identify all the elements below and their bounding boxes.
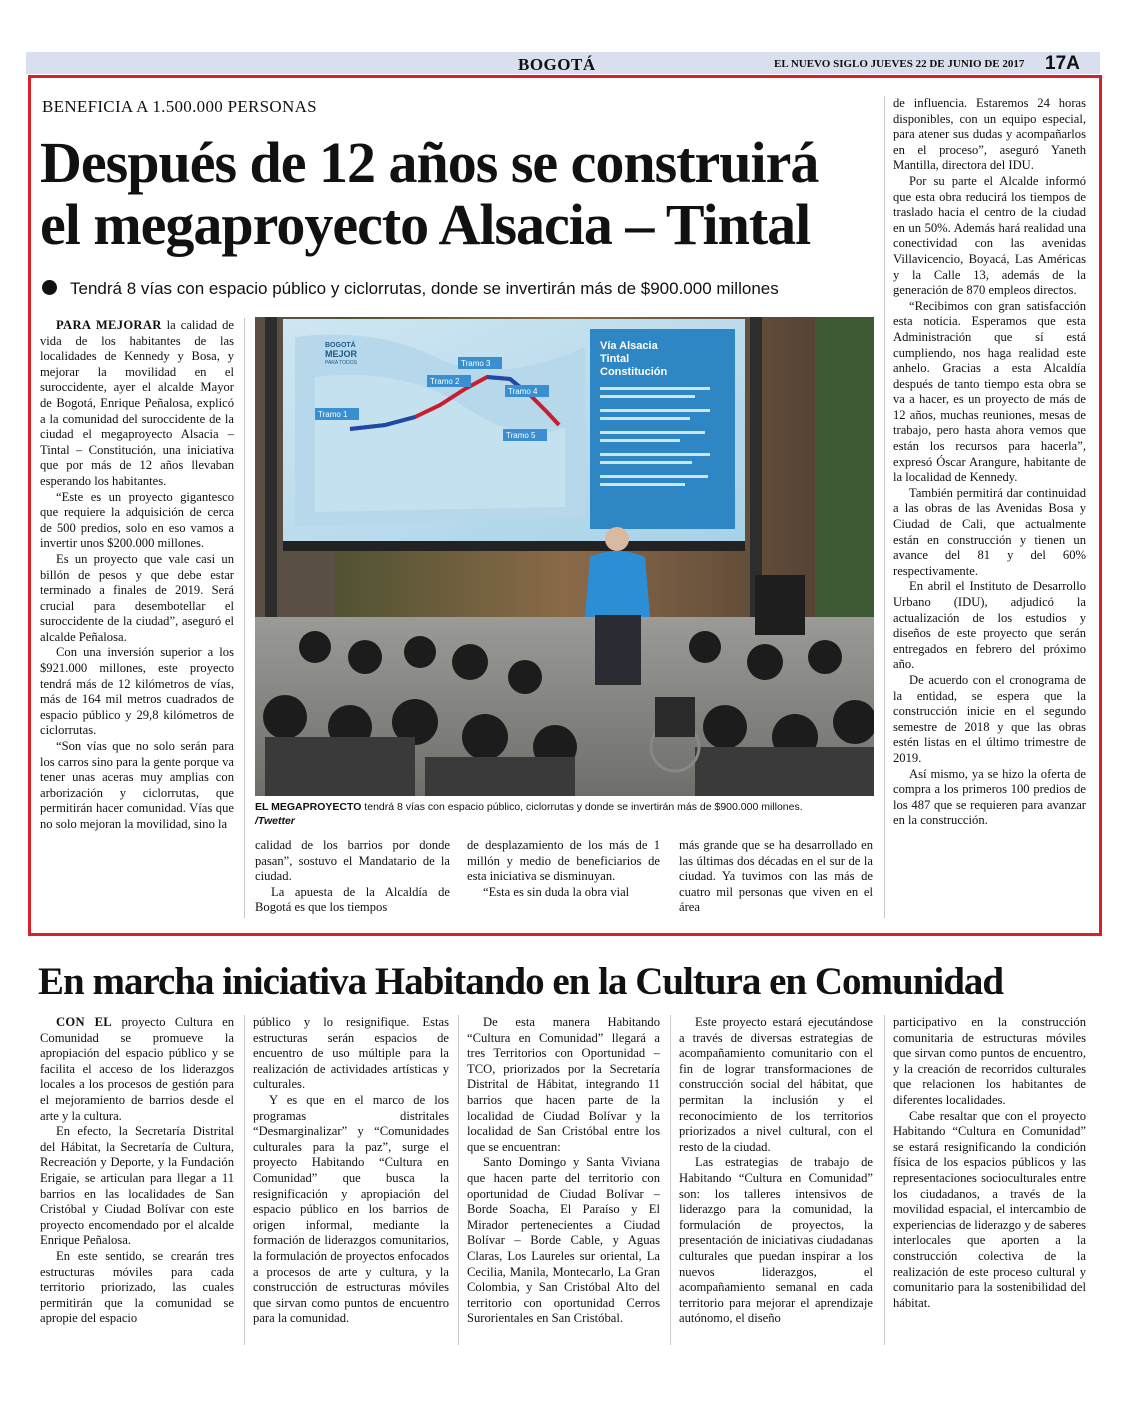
paragraph: público y lo resignifique. Estas estructuras serán espacios de encuentro de uso múltiple para la realización de actividades artísticas y culturales. — [253, 1015, 449, 1092]
paragraph: más grande que se ha desarrollado en las últimas dos décadas en el sur de la ciudad. Ya tuvimos con las más de cuatro mil personas que viven en el área — [679, 838, 873, 915]
article-kicker: BENEFICIA A 1.500.000 PERSONAS — [42, 97, 317, 116]
paragraph: La apuesta de la Alcaldía de Bogotá es que los tiempos — [255, 884, 450, 915]
page-number: 17A — [1045, 53, 1080, 74]
paragraph: Así mismo, ya se hizo la oferta de compra a los primeros 100 predios de los 487 que se requieren para avanzar en la construcción. — [893, 766, 1086, 828]
paragraph: De esta manera Habitando “Cultura en Comunidad” llegará a tres Territorios con Oportunidad – TCO, priorizados por la Secretaría Distrital de Hábitat, integrando 11 barrios que hacen parte de la localidad de Ciudad Bolívar y la localidad de San Cristóbal entre los que se encuentran: — [467, 1015, 660, 1154]
paragraph: Las estrategias de trabajo de Habitando “Cultura en Comunidad” son: los talleres intensivos de liderazgo para la comunidad, la formulación de proyectos, la presentación de iniciativas ciudadanas culturales que puedan inspirar a los nuevos liderazgos, el acompañamiento semanal en cada territorio para mejorar el aprendizaje autónomo, el diseño — [679, 1155, 873, 1326]
article-column-4 — [679, 838, 873, 916]
paragraph: También permitirá dar continuidad a las obras de las Avenidas Bosa y Ciudad de Cali, que actualmente están en construcción y tienen un avance del 81 y del 60% respectivamente. — [893, 485, 1086, 578]
paragraph: Por su parte el Alcalde informó que esta obra reducirá los tiempos de traslado hacia el centro de la ciudad en un 50%. Además hará realidad una conectividad con las avenidas Villavicencio, Boyacá, Las Américas y la Calle 13, además de la generación de 870 empleos directos. — [893, 173, 1086, 298]
paragraph: “Este es un proyecto gigantesco que requiere la adquisición de cerca de 500 predios, solo en eso vamos a invertir unos $200.000 millones. — [40, 489, 234, 551]
section-name: BOGOTÁ — [518, 55, 596, 74]
paragraph: De acuerdo con el cronograma de la entidad, se espera que la construcción inicie en el segundo semestre de 2018 y que las obras estén listas en el último trimestre de 2019. — [893, 672, 1086, 765]
tramo-4-label: Tramo 4 — [508, 387, 538, 396]
screen-title-line-2: Tintal — [600, 353, 630, 365]
screen-logo-line-1: BOGOTÁ — [325, 342, 356, 349]
tramo-5-label: Tramo 5 — [506, 431, 536, 440]
paragraph: “Esta es sin duda la obra vial — [483, 884, 630, 899]
headline-line-2: el megaproyecto Alsacia – Tintal — [40, 192, 811, 257]
paragraph: Santo Domingo y Santa Viviana que hacen parte del territorio con oportunidad de Ciudad Bolívar – Borde Soacha, El Paraíso y El Mirador pertenecientes a Ciudad Bolívar – Borde Cable, y Aguas Claras, Los Laureles sur oriental, La Cecilia, Manila, Montecarlo, La Gran Colombia, y San Cristóbal Alto del territorio con oportunidad Cerros Surorientales en San Cristóbal. — [467, 1155, 660, 1326]
column-divider — [458, 1015, 459, 1345]
article-subhead — [42, 279, 882, 299]
paragraph: “Recibimos con gran satisfacción esta noticia. Esperamos que esta Administración que sí está cumpliendo, nos haga realidad este anhelo. Gracias a esta Alcaldía después de tanto tiempo esta obra se va a hacer, es un proyecto de más de 12 años, muchas reuniones, mesas de trabajo, pero hasta ahora vemos que están los recursos para hacerla”, expresó Óscar Arangure, habitante de la localidad de Kennedy. — [893, 298, 1086, 485]
article-2-column-1 — [40, 1015, 234, 1327]
paragraph: En efecto, la Secretaría Distrital del Hábitat, la Secretaría de Cultura, Recreación y Deporte, y la Fundación Erigaie, se articulan para llegar a 11 barrios en las localidades de San Cristóbal y Ciudad Bolívar con este proyecto encomendado por el alcalde Enrique Peñalosa. — [40, 1124, 234, 1248]
paragraph: de desplazamiento de los más de 1 millón y medio de beneficiarios de esta iniciativa se disminuyan. — [467, 838, 660, 884]
article-2-column-2 — [253, 1015, 449, 1327]
article-2-column-5 — [893, 1015, 1086, 1311]
paragraph: participativo en la construcción comunitaria de estructuras móviles que sirvan como puntos de encuentro, y la creación de recorridos culturales que relacionen los habitantes de diferentes localidades. — [893, 1015, 1086, 1107]
screen-logo-line-2: MEJOR — [325, 349, 358, 359]
paragraph: la calidad de vida de los habitantes de las localidades de Kennedy y Bosa, y mejorar la movilidad en el suroccidente, ayer el alcalde Mayor de Bogotá, Enrique Peñalosa, explicó a la comunidad del suroccidente de la ciudad el megaproyecto Alsacia – Tintal – Constitución, una iniciativa que por más de 12 años llevaban esperando los habitantes. — [40, 318, 234, 488]
column-divider — [884, 96, 885, 918]
screen-title-line-3: Constitución — [600, 366, 668, 378]
photo-caption — [255, 800, 874, 828]
paragraph: “Son vías que no solo serán para los carros sino para la gente porque va tener unas aceras muy amplias con arborización y ciclorrutas, que permitirán hacer comunidad. Vías que no solo mejoran la movilidad, sino la — [40, 739, 234, 831]
lead-in: CON EL — [56, 1015, 113, 1029]
caption-credit: /Twetter — [255, 815, 295, 827]
paragraph: Es un proyecto que vale casi un billón de pesos y que debe estar terminado a finales de 2019. Será crucial para desembotellar el suroccidente de la ciudad”, aseguró el alcalde Peñalosa. — [40, 551, 234, 644]
article-column-1 — [40, 318, 234, 833]
paragraph: proyecto Cultura en Comunidad se promueve la apropiación del espacio público y se facilita el acceso de los liderazgos locales a los procesos de gestión para el mejoramiento de barrios desde el arte y la cultura. — [40, 1015, 235, 1123]
paragraph: de influencia. Estaremos 24 horas disponibles, con un equipo especial, para atener sus dudas y acompañarlos en el proceso”, aseguró Yaneth Mantilla, directora del IDU. — [893, 96, 1086, 173]
subhead-text: Tendrá 8 vías con espacio público y ciclorrutas, donde se invertirán más de $900.000 millones — [70, 279, 779, 298]
caption-text: tendrá 8 vías con espacio público, ciclorrutas y donde se invertirán más de $900.000 millones. — [361, 801, 803, 813]
article-column-2 — [255, 838, 450, 916]
paragraph: Con una inversión superior a los $921.000 millones, este proyecto tendrá más de 12 kilómetros de vías, más de 164 mil metros cuadrados de espacio público y 29,8 kilómetros de ciclorrutas. — [40, 645, 234, 738]
column-divider — [244, 318, 245, 918]
bullet-icon — [42, 280, 57, 295]
article-column-3 — [467, 838, 660, 900]
paragraph: Cabe resaltar que con el proyecto Habitando “Cultura en Comunidad” se estará resignificando la condición física de los espacios públicos y las representaciones socioculturales entre los ciudadanos, a través de la movilidad espacial, el intercambio de experiencias de liderazgo y de saberes interlocales que aporten a la construcción colectiva de la realización de este proceso cultural y comunitario para la sostenibilidad del hábitat. — [893, 1108, 1086, 1310]
event-photo-illustration — [255, 317, 874, 796]
article-2-column-3 — [467, 1015, 660, 1327]
article-column-5 — [893, 96, 1086, 829]
article-headline — [40, 132, 890, 256]
tramo-1-label: Tramo 1 — [318, 410, 348, 419]
screen-title-line-1: Vía Alsacia — [600, 340, 658, 352]
tramo-2-label: Tramo 2 — [430, 377, 460, 386]
headline-line-1: Después de 12 años se construirá — [40, 130, 819, 195]
paragraph: Este proyecto estará ejecutándose a través de diversas estrategias de acompañamiento comunitario con el fin de lograr transformaciones de construcción social del hábitat, que permitan la inclusión y el reconocimiento de los territorios priorizados a nivel cultural, con el resto de la ciudad. — [679, 1015, 873, 1154]
masthead-date: EL NUEVO SIGLO JUEVES 22 DE JUNIO DE 2017 — [774, 58, 1025, 70]
lead-in: PARA MEJORAR — [56, 318, 162, 332]
caption-lead: EL MEGAPROYECTO — [255, 801, 362, 813]
column-divider — [244, 1015, 245, 1345]
paragraph: calidad de los barrios por donde pasan”, sostuvo el Mandatario de la ciudad. — [255, 838, 450, 884]
article-2-column-4 — [679, 1015, 873, 1327]
paragraph: Y es que en el marco de los programas distritales “Desmarginalizar” y “Comunidades culturales para la paz”, surge el proyecto Habitando “Cultura en Comunidad” que busca la resignificación y apropiación del espacio público en los barrios de origen informal, mediante la formación de liderazgos comunitarios, la formulación de proyectos enfocados a procesos de arte y cultura, y la construcción de estructuras móviles que sirvan como puntos de encuentro para la comunidad. — [253, 1092, 449, 1326]
paragraph: En abril el Instituto de Desarrollo Urbano (IDU), adjudicó la actualización de los estudios y diseños de este proyecto que serán entregados en febrero del próximo año. — [893, 579, 1086, 672]
screen-logo-line-3: PARA TODOS — [325, 360, 357, 366]
paragraph: En este sentido, se crearán tres estructuras móviles para cada territorio priorizado, las cuales permitirán que la comunidad se apropie del espacio — [40, 1248, 234, 1326]
column-divider — [884, 1015, 885, 1345]
column-divider — [670, 1015, 671, 1345]
article-photo — [255, 317, 874, 796]
article-2-headline: En marcha iniciativa Habitando en la Cultura en Comunidad — [38, 960, 1004, 1003]
tramo-3-label: Tramo 3 — [461, 359, 491, 368]
